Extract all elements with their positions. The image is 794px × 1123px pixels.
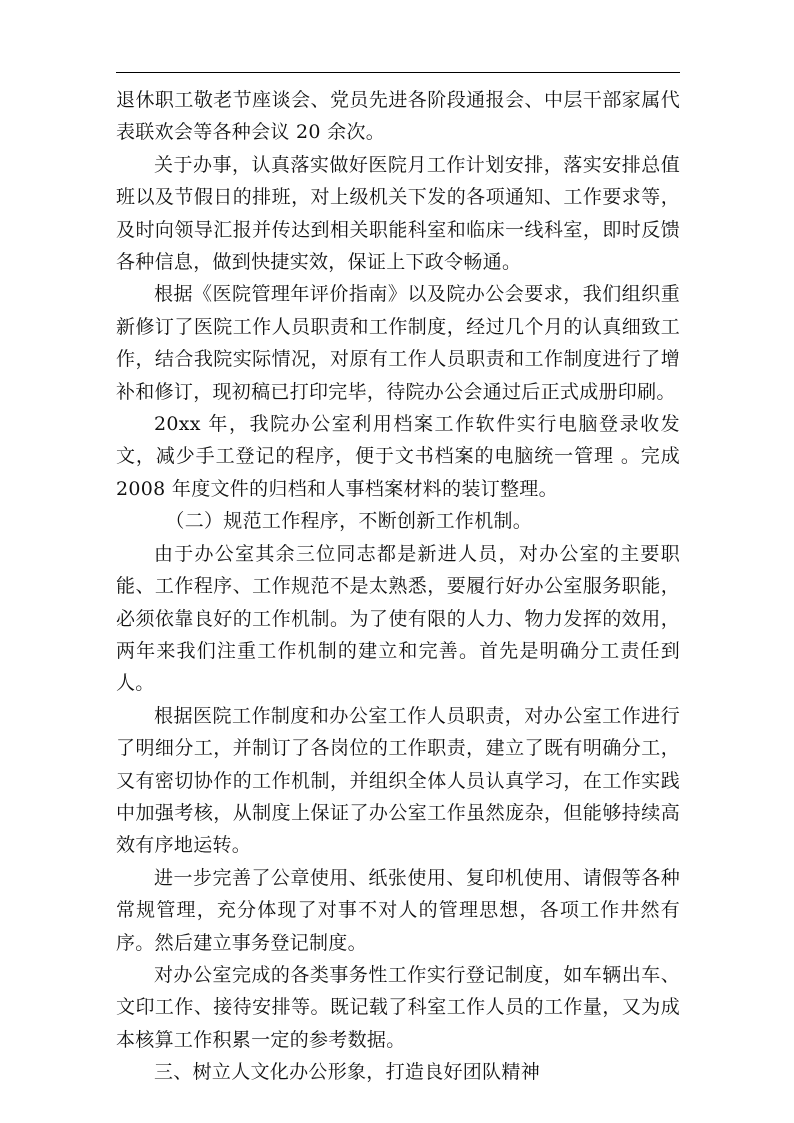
paragraph-routine-management: 进一步完善了公章使用、纸张使用、复印机使用、请假等各种常规管理，充分体现了对事不对人的管理思想，各项工作井然有序。然后建立事务登记制度。: [116, 866, 680, 954]
paragraph-archives: 20xx 年，我院办公室利用档案工作软件实行电脑登录收发文，减少手工登记的程序，便于文书档案的电脑统一管理 。完成 2008 年度文件的归档和人事档案材料的装订整理。: [116, 413, 680, 500]
paragraph-mechanism: 由于办公室其余三位同志都是新进人员，对办公室的主要职能、工作程序、工作规范不是太熟悉，要履行好办公室服务职能，必须依靠良好的工作机制。为了使有限的人力、物力发挥的效用，两年来我们注重工作机制的建立和完善。首先是明确分工责任到人。: [116, 542, 680, 695]
paragraph-registration-system: 对办公室完成的各类事务性工作实行登记制度，如车辆出车、文印工作、接待安排等。既记载了科室工作人员的工作量，又为成本核算工作积累一定的参考数据。: [116, 963, 680, 1051]
section-heading-team-spirit: 三、树立人文化办公形象，打造良好团队精神: [154, 1061, 541, 1084]
document-body: [116, 84, 680, 1089]
header-rule: [116, 72, 680, 73]
paragraph-division-of-labor: 根据医院工作制度和办公室工作人员职责，对办公室工作进行了明细分工，并制订了各岗位的工作职责，建立了既有明确分工，又有密切协作的工作机制，并组织全体人员认真学习，在工作实践中加强考核，从制度上保证了办公室工作虽然庞杂，但能够持续高效有序地运转。: [116, 704, 680, 857]
paragraph-affairs: 关于办事，认真落实做好医院月工作计划安排，落实安排总值班以及节假日的排班，对上级机关下发的各项通知、工作要求等，及时向领导汇报并传达到相关职能科室和临床一线科室，即时反馈各种信息，做到快捷实效，保证上下政令畅通。: [116, 153, 680, 274]
paragraph-meetings: 退休职工敬老节座谈会、党员先进各阶段通报会、中层干部家属代表联欢会等各种会议 20 余次。: [116, 89, 680, 144]
section-heading-procedures: （二）规范工作程序，不断创新工作机制。: [165, 510, 533, 533]
paragraph-regulations: 根据《医院管理年评价指南》以及院办公会要求，我们组织重新修订了医院工作人员职责和工作制度，经过几个月的认真细致工作，结合我院实际情况，对原有工作人员职责和工作制度进行了增补和修订，现初稿已打印完毕，待院办公会通过后正式成册印刷。: [116, 283, 680, 403]
